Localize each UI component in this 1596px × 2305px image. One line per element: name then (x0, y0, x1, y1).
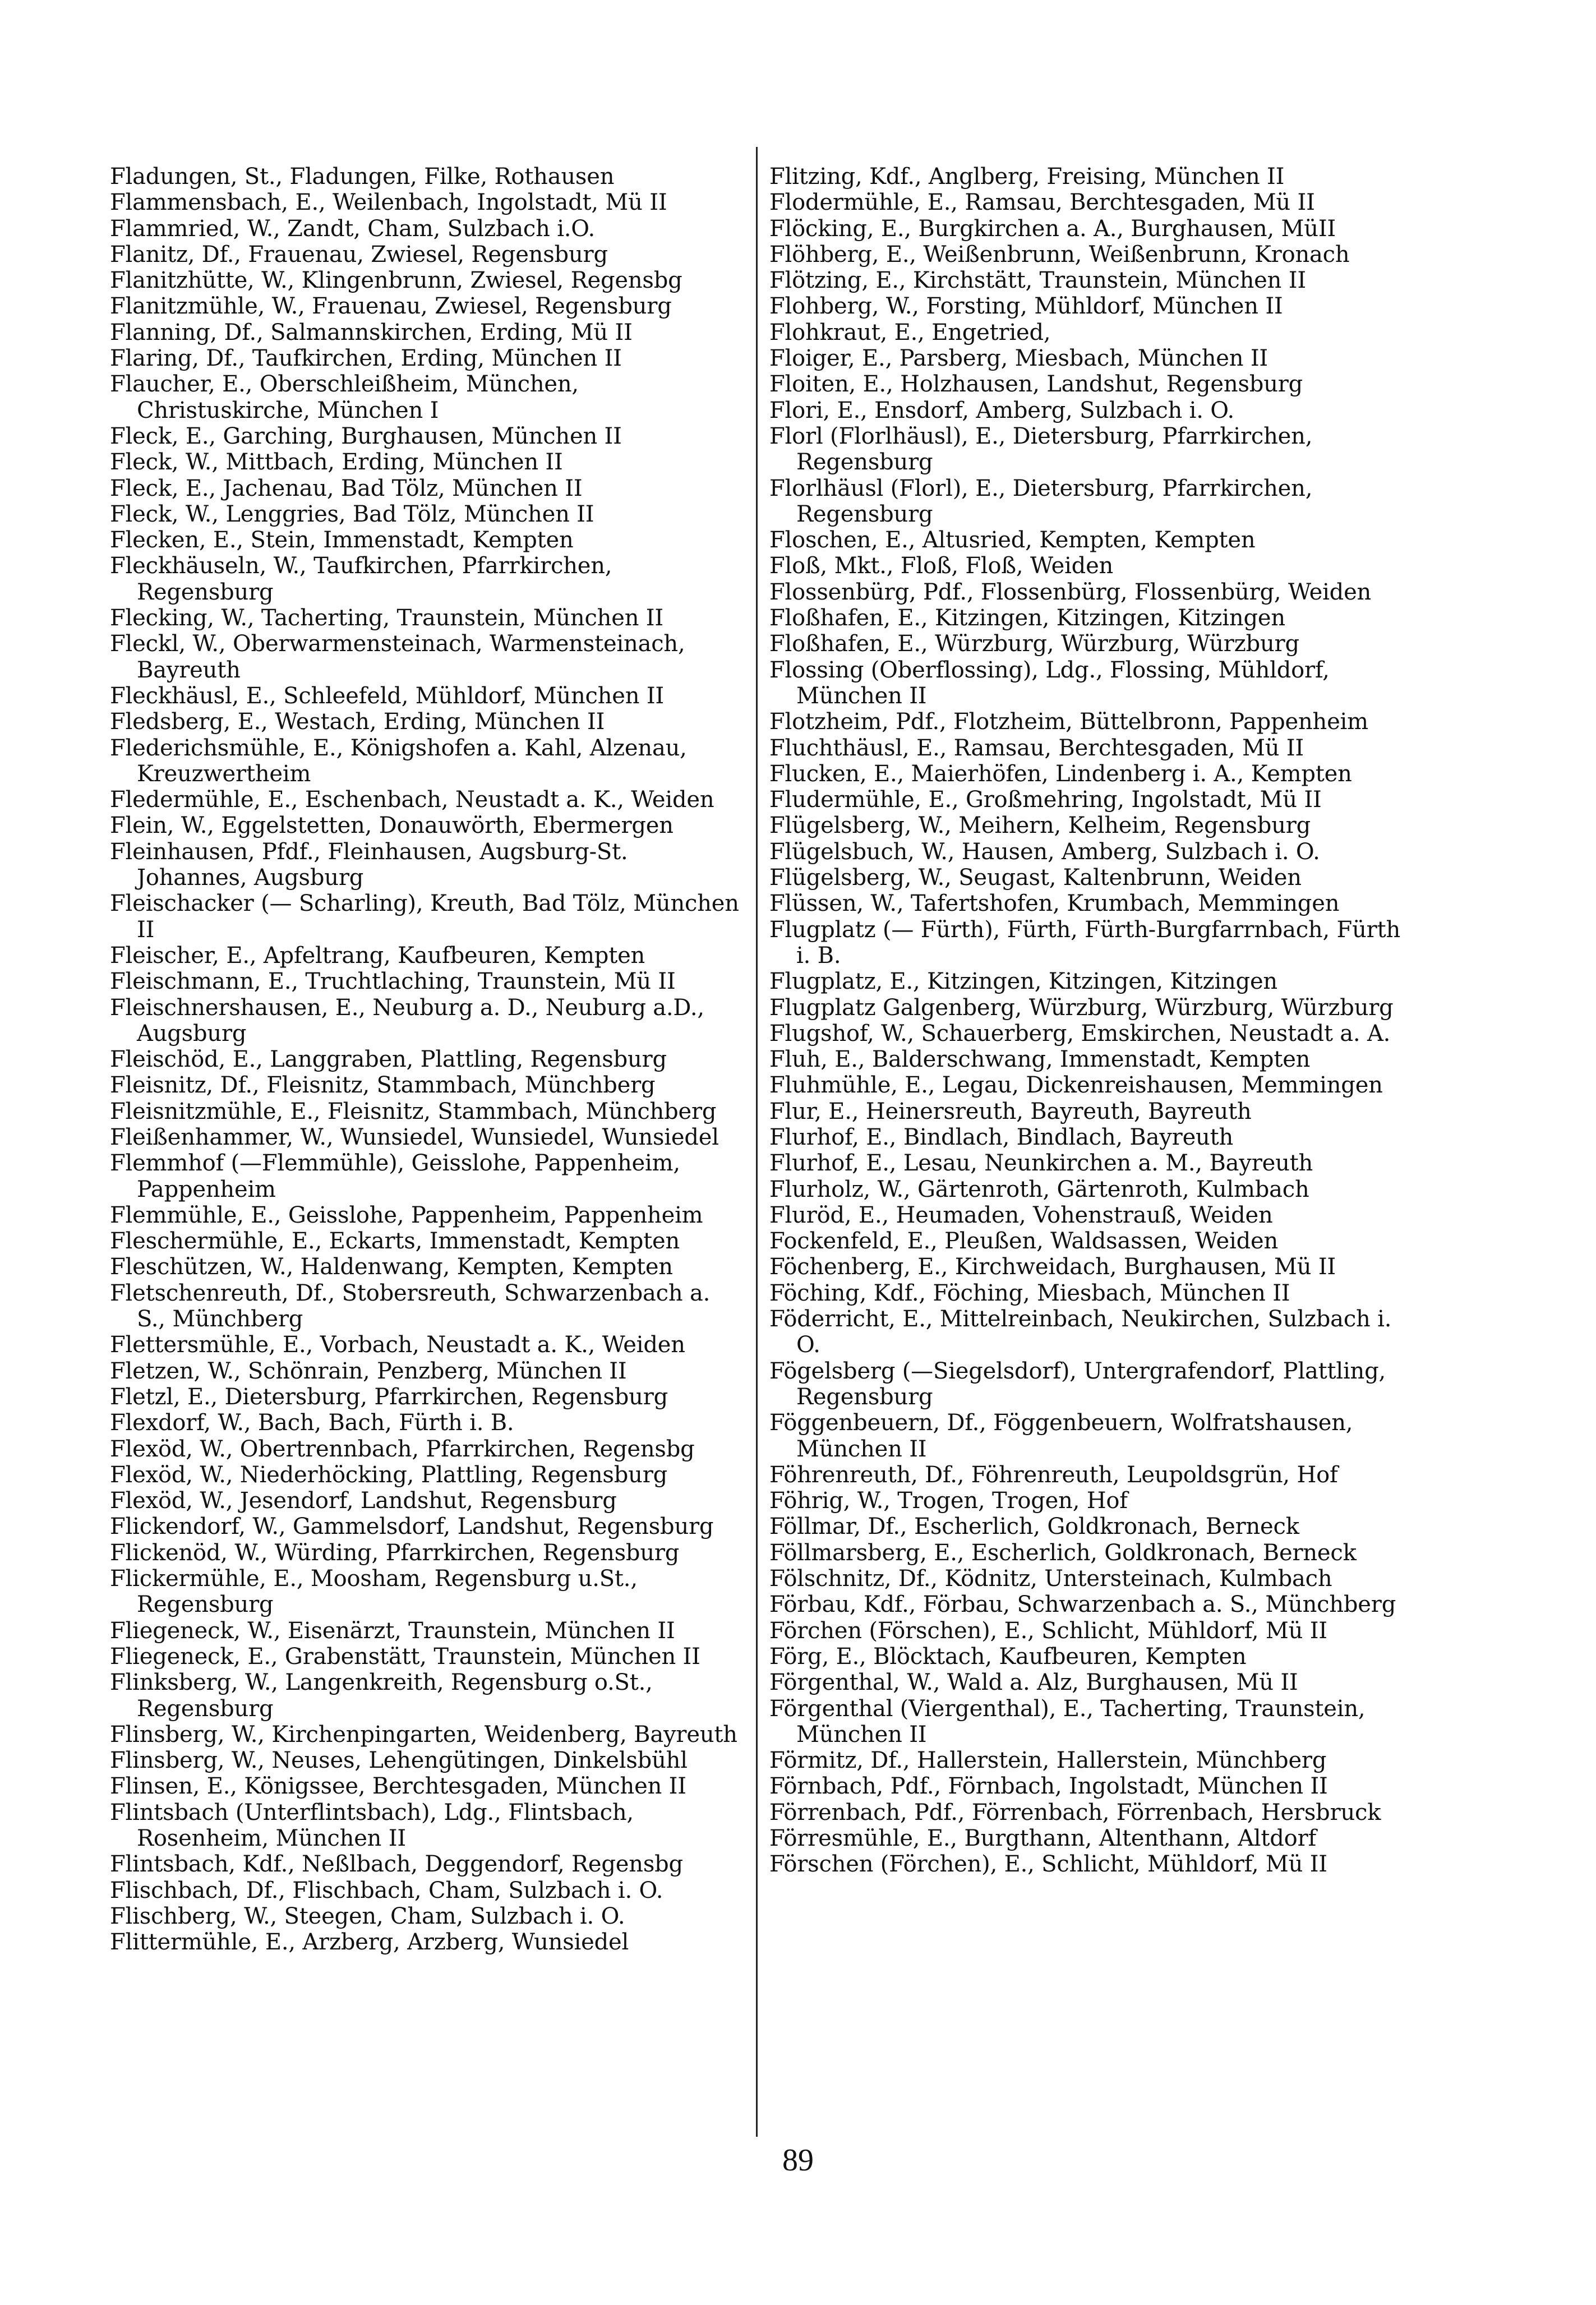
gazetteer-entry: Fluhmühle, E., Legau, Dickenreishausen, Memmingen (769, 1072, 1383, 1099)
gazetteer-entry: Fliegeneck, E., Grabenstätt, Traunstein, München II (110, 1643, 700, 1670)
gazetteer-entry: Flöhberg, E., Weißenbrunn, Weißenbrunn, Kronach (769, 241, 1350, 268)
gazetteer-entry: Föllmar, Df., Escherlich, Goldkronach, Berneck (769, 1514, 1299, 1540)
gazetteer-entry: Flötzing, E., Kirchstätt, Traunstein, München II (769, 268, 1306, 294)
gazetteer-entry: Flügelsberg, W., Seugast, Kaltenbrunn, Weiden (769, 865, 1302, 891)
gazetteer-entry: Flori, E., Ensdorf, Amberg, Sulzbach i. O. (769, 397, 1235, 423)
gazetteer-entry: Flintsbach (Unterflintsbach), Ldg., Flintsbach, Rosenheim, München II (110, 1799, 634, 1851)
gazetteer-entry: Flur, E., Heinersreuth, Bayreuth, Bayreuth (769, 1098, 1252, 1124)
gazetteer-entry: Flammensbach, E., Weilenbach, Ingolstadt, Mü II (110, 190, 667, 216)
left-column (110, 164, 744, 1955)
gazetteer-entry: Flohberg, W., Forsting, Mühldorf, München II (769, 293, 1283, 320)
gazetteer-entry: Flanitz, Df., Frauenau, Zwiesel, Regensburg (110, 241, 608, 268)
gazetteer-entry: Fleischacker (— Scharling), Kreuth, Bad Tölz, München II (110, 891, 739, 943)
gazetteer-entry: Flecking, W., Tacherting, Traunstein, München II (110, 605, 663, 631)
gazetteer-entry: Förgenthal (Viergenthal), E., Tacherting, Traunstein, München II (769, 1695, 1366, 1748)
column-divider (756, 147, 758, 2137)
gazetteer-entry: Flurhof, E., Lesau, Neunkirchen a. M., Bayreuth (769, 1150, 1313, 1177)
gazetteer-entry: Flohkraut, E., Engetried, (769, 319, 1051, 345)
gazetteer-entry: Fleck, E., Garching, Burghausen, München II (110, 423, 622, 449)
gazetteer-entry: Förnbach, Pdf., Förnbach, Ingolstadt, München II (769, 1773, 1328, 1800)
gazetteer-entry: Fleck, W., Mittbach, Erding, München II (110, 449, 563, 476)
gazetteer-entry: Flinsberg, W., Neuses, Lehengütingen, Dinkelsbühl (110, 1748, 688, 1774)
gazetteer-entry: Flintsbach, Kdf., Neßlbach, Deggendorf, Regensbg (110, 1851, 683, 1878)
gazetteer-entry: Flammried, W., Zandt, Cham, Sulzbach i.O. (110, 215, 596, 242)
gazetteer-entry: Flinsen, E., Königssee, Berchtesgaden, München II (110, 1773, 686, 1800)
gazetteer-entry: Flugplatz, E., Kitzingen, Kitzingen, Kitzingen (769, 969, 1277, 995)
gazetteer-entry: Flodermühle, E., Ramsau, Berchtesgaden, Mü II (769, 190, 1315, 216)
gazetteer-entry: Fleckhäuseln, W., Taufkirchen, Pfarrkirchen, Regensburg (110, 553, 612, 605)
gazetteer-entry: Förrenbach, Pdf., Förrenbach, Förrenbach, Hersbruck (769, 1799, 1381, 1825)
gazetteer-entry: Föching, Kdf., Föching, Miesbach, München II (769, 1280, 1290, 1306)
gazetteer-entry: Förmitz, Df., Hallerstein, Hallerstein, Münchberg (769, 1748, 1327, 1774)
gazetteer-entry: Föhrig, W., Trogen, Trogen, Hof (769, 1488, 1128, 1514)
gazetteer-entry: Flickermühle, E., Moosham, Regensburg u.St., Regensburg (110, 1566, 638, 1618)
gazetteer-entry: Flischberg, W., Steegen, Cham, Sulzbach i. O. (110, 1903, 625, 1929)
gazetteer-entry: Fleisnitz, Df., Fleisnitz, Stammbach, Münchberg (110, 1072, 656, 1099)
gazetteer-entry: Förchen (Förschen), E., Schlicht, Mühldorf, Mü II (769, 1617, 1327, 1644)
gazetteer-entry: Fleschützen, W., Haldenwang, Kempten, Kempten (110, 1254, 673, 1280)
gazetteer-entry: Flügelsbuch, W., Hausen, Amberg, Sulzbach i. O. (769, 838, 1320, 865)
gazetteer-entry: Fliegeneck, W., Eisenärzt, Traunstein, München II (110, 1617, 675, 1644)
gazetteer-entry: Fledermühle, E., Eschenbach, Neustadt a. K., Weiden (110, 787, 714, 813)
gazetteer-entry: Fleinhausen, Pfdf., Fleinhausen, Augsburg-St. Johannes, Augsburg (110, 838, 628, 891)
gazetteer-entry: Fledsberg, E., Westach, Erding, München II (110, 709, 605, 735)
gazetteer-entry: Fleischnershausen, E., Neuburg a. D., Neuburg a.D., Augsburg (110, 994, 704, 1047)
gazetteer-entry: Flanitzmühle, W., Frauenau, Zwiesel, Regensburg (110, 293, 672, 320)
gazetteer-entry: Fleschermühle, E., Eckarts, Immenstadt, Kempten (110, 1228, 680, 1255)
gazetteer-entry: Floßhafen, E., Kitzingen, Kitzingen, Kitzingen (769, 605, 1285, 631)
gazetteer-entry: Flexdorf, W., Bach, Bach, Fürth i. B. (110, 1410, 514, 1436)
gazetteer-entry: Förgenthal, W., Wald a. Alz, Burghausen, Mü II (769, 1670, 1298, 1696)
gazetteer-entry: Flanitzhütte, W., Klingenbrunn, Zwiesel, Regensbg (110, 268, 682, 294)
gazetteer-entry: Fluröd, E., Heumaden, Vohenstrauß, Weiden (769, 1202, 1273, 1228)
gazetteer-entry: Floßhafen, E., Würzburg, Würzburg, Würzburg (769, 631, 1299, 657)
gazetteer-entry: Fleck, E., Jachenau, Bad Tölz, München II (110, 475, 583, 501)
gazetteer-entry: Förschen (Förchen), E., Schlicht, Mühldorf, Mü II (769, 1851, 1327, 1878)
gazetteer-entry: Flüssen, W., Tafertshofen, Krumbach, Memmingen (769, 891, 1340, 917)
right-column (769, 164, 1403, 1878)
gazetteer-entry: Fleckhäusl, E., Schleefeld, Mühldorf, München II (110, 683, 665, 709)
gazetteer-entry: Flein, W., Eggelstetten, Donauwörth, Ebermergen (110, 813, 674, 839)
gazetteer-entry: Flemmühle, E., Geisslohe, Pappenheim, Pappenheim (110, 1202, 703, 1228)
gazetteer-entry: Fluh, E., Balderschwang, Immenstadt, Kempten (769, 1047, 1311, 1073)
gazetteer-entry: Floschen, E., Altusried, Kempten, Kempten (769, 527, 1256, 554)
gazetteer-entry: Föggenbeuern, Df., Föggenbeuern, Wolfratshausen, München II (769, 1410, 1353, 1462)
gazetteer-entry: Förbau, Kdf., Förbau, Schwarzenbach a. S., Münchberg (769, 1592, 1396, 1618)
gazetteer-entry: Fleißenhammer, W., Wunsiedel, Wunsiedel, Wunsiedel (110, 1124, 719, 1150)
gazetteer-entry: Flügelsberg, W., Meihern, Kelheim, Regensburg (769, 813, 1311, 839)
gazetteer-entry: Flöcking, E., Burgkirchen a. A., Burghausen, MüII (769, 215, 1336, 242)
gazetteer-entry: Flugshof, W., Schauerberg, Emskirchen, Neustadt a. A. (769, 1020, 1391, 1047)
gazetteer-entry: Fockenfeld, E., Pleußen, Waldsassen, Weiden (769, 1228, 1279, 1255)
gazetteer-entry: Föchenberg, E., Kirchweidach, Burghausen, Mü II (769, 1254, 1336, 1280)
gazetteer-entry: Flitzing, Kdf., Anglberg, Freising, München II (769, 164, 1285, 190)
gazetteer-entry: Flemmhof (—Flemmühle), Geisslohe, Pappenheim, Pappenheim (110, 1150, 680, 1202)
gazetteer-entry: Floiger, E., Parsberg, Miesbach, München II (769, 345, 1269, 372)
gazetteer-entry: Fleischmann, E., Truchtlaching, Traunstein, Mü II (110, 969, 676, 995)
gazetteer-entry: Flossing (Oberflossing), Ldg., Flossing, Mühldorf, München II (769, 657, 1330, 709)
gazetteer-entry: Flucken, E., Maierhöfen, Lindenberg i. A., Kempten (769, 760, 1352, 787)
gazetteer-entry: Fleisnitzmühle, E., Fleisnitz, Stammbach, Münchberg (110, 1098, 717, 1124)
gazetteer-entry: Flotzheim, Pdf., Flotzheim, Büttelbronn, Pappenheim (769, 709, 1368, 735)
gazetteer-entry: Flurholz, W., Gärtenroth, Gärtenroth, Kulmbach (769, 1176, 1309, 1202)
gazetteer-entry: Flugplatz (— Fürth), Fürth, Fürth-Burgfarrnbach, Fürth i. B. (769, 916, 1401, 969)
gazetteer-entry: Flinksberg, W., Langenkreith, Regensburg o.St., Regensburg (110, 1670, 653, 1722)
gazetteer-entry: Fleischer, E., Apfeltrang, Kaufbeuren, Kempten (110, 942, 645, 969)
gazetteer-entry: Flaring, Df., Taufkirchen, Erding, München II (110, 345, 622, 372)
gazetteer-entry: Föhrenreuth, Df., Föhrenreuth, Leupoldsgrün, Hof (769, 1462, 1338, 1488)
gazetteer-entry: Fögelsberg (—Siegelsdorf), Untergrafendorf, Plattling, Regensburg (769, 1358, 1386, 1410)
gazetteer-entry: Floß, Mkt., Floß, Floß, Weiden (769, 553, 1114, 579)
gazetteer-entry: Flecken, E., Stein, Immenstadt, Kempten (110, 527, 574, 554)
gazetteer-entry: Fletschenreuth, Df., Stobersreuth, Schwarzenbach a. S., Münchberg (110, 1280, 711, 1333)
gazetteer-entry: Florl (Florlhäusl), E., Dietersburg, Pfarrkirchen, Regensburg (769, 423, 1313, 476)
gazetteer-entry: Flischbach, Df., Flischbach, Cham, Sulzbach i. O. (110, 1877, 663, 1903)
page-number: 89 (782, 2143, 814, 2178)
gazetteer-entry: Fleckl, W., Oberwarmensteinach, Warmensteinach, Bayreuth (110, 631, 685, 683)
gazetteer-entry: Flexöd, W., Obertrennbach, Pfarrkirchen, Regensbg (110, 1436, 695, 1462)
gazetteer-entry: Förg, E., Blöcktach, Kaufbeuren, Kempten (769, 1643, 1247, 1670)
gazetteer-entry: Flinsberg, W., Kirchenpingarten, Weidenberg, Bayreuth (110, 1721, 737, 1748)
gazetteer-entry: Floiten, E., Holzhausen, Landshut, Regensburg (769, 371, 1303, 398)
gazetteer-entry: Flurhof, E., Bindlach, Bindlach, Bayreuth (769, 1124, 1234, 1150)
gazetteer-entry: Flederichsmühle, E., Königshofen a. Kahl, Alzenau, Kreuzwertheim (110, 735, 687, 787)
gazetteer-entry: Fladungen, St., Fladungen, Filke, Rothausen (110, 164, 615, 190)
gazetteer-entry: Fluchthäusl, E., Ramsau, Berchtesgaden, Mü II (769, 735, 1304, 761)
gazetteer-entry: Fludermühle, E., Großmehring, Ingolstadt, Mü II (769, 787, 1322, 813)
gazetteer-entry: Föllmarsberg, E., Escherlich, Goldkronach, Berneck (769, 1539, 1357, 1566)
gazetteer-entry: Flossenbürg, Pdf., Flossenbürg, Flossenbürg, Weiden (769, 579, 1372, 605)
gazetteer-entry: Förresmühle, E., Burgthann, Altenthann, Altdorf (769, 1825, 1317, 1851)
gazetteer-entry: Fletzen, W., Schönrain, Penzberg, München II (110, 1358, 627, 1384)
gazetteer-entry: Föderricht, E., Mittelreinbach, Neukirchen, Sulzbach i. O. (769, 1306, 1392, 1358)
gazetteer-entry: Flickenöd, W., Würding, Pfarrkirchen, Regensburg (110, 1539, 680, 1566)
gazetteer-entry: Fleischöd, E., Langgraben, Plattling, Regensburg (110, 1047, 667, 1073)
gazetteer-entry: Flexöd, W., Niederhöcking, Plattling, Regensburg (110, 1462, 668, 1488)
gazetteer-entry: Flettersmühle, E., Vorbach, Neustadt a. K., Weiden (110, 1332, 685, 1358)
gazetteer-entry: Fölschnitz, Df., Ködnitz, Untersteinach, Kulmbach (769, 1566, 1332, 1592)
gazetteer-entry: Flugplatz Galgenberg, Würzburg, Würzburg, Würzburg (769, 994, 1394, 1021)
gazetteer-entry: Flexöd, W., Jesendorf, Landshut, Regensburg (110, 1488, 617, 1514)
gazetteer-entry: Flickendorf, W., Gammelsdorf, Landshut, Regensburg (110, 1514, 714, 1540)
gazetteer-entry: Flaucher, E., Oberschleißheim, München, Christuskirche, München I (110, 371, 579, 423)
gazetteer-entry: Flittermühle, E., Arzberg, Arzberg, Wunsiedel (110, 1929, 629, 1956)
gazetteer-entry: Fletzl, E., Dietersburg, Pfarrkirchen, Regensburg (110, 1384, 668, 1410)
gazetteer-entry: Flanning, Df., Salmannskirchen, Erding, Mü II (110, 319, 633, 345)
gazetteer-entry: Fleck, W., Lenggries, Bad Tölz, München II (110, 501, 594, 527)
gazetteer-entry: Florlhäusl (Florl), E., Dietersburg, Pfarrkirchen, Regensburg (769, 475, 1313, 527)
